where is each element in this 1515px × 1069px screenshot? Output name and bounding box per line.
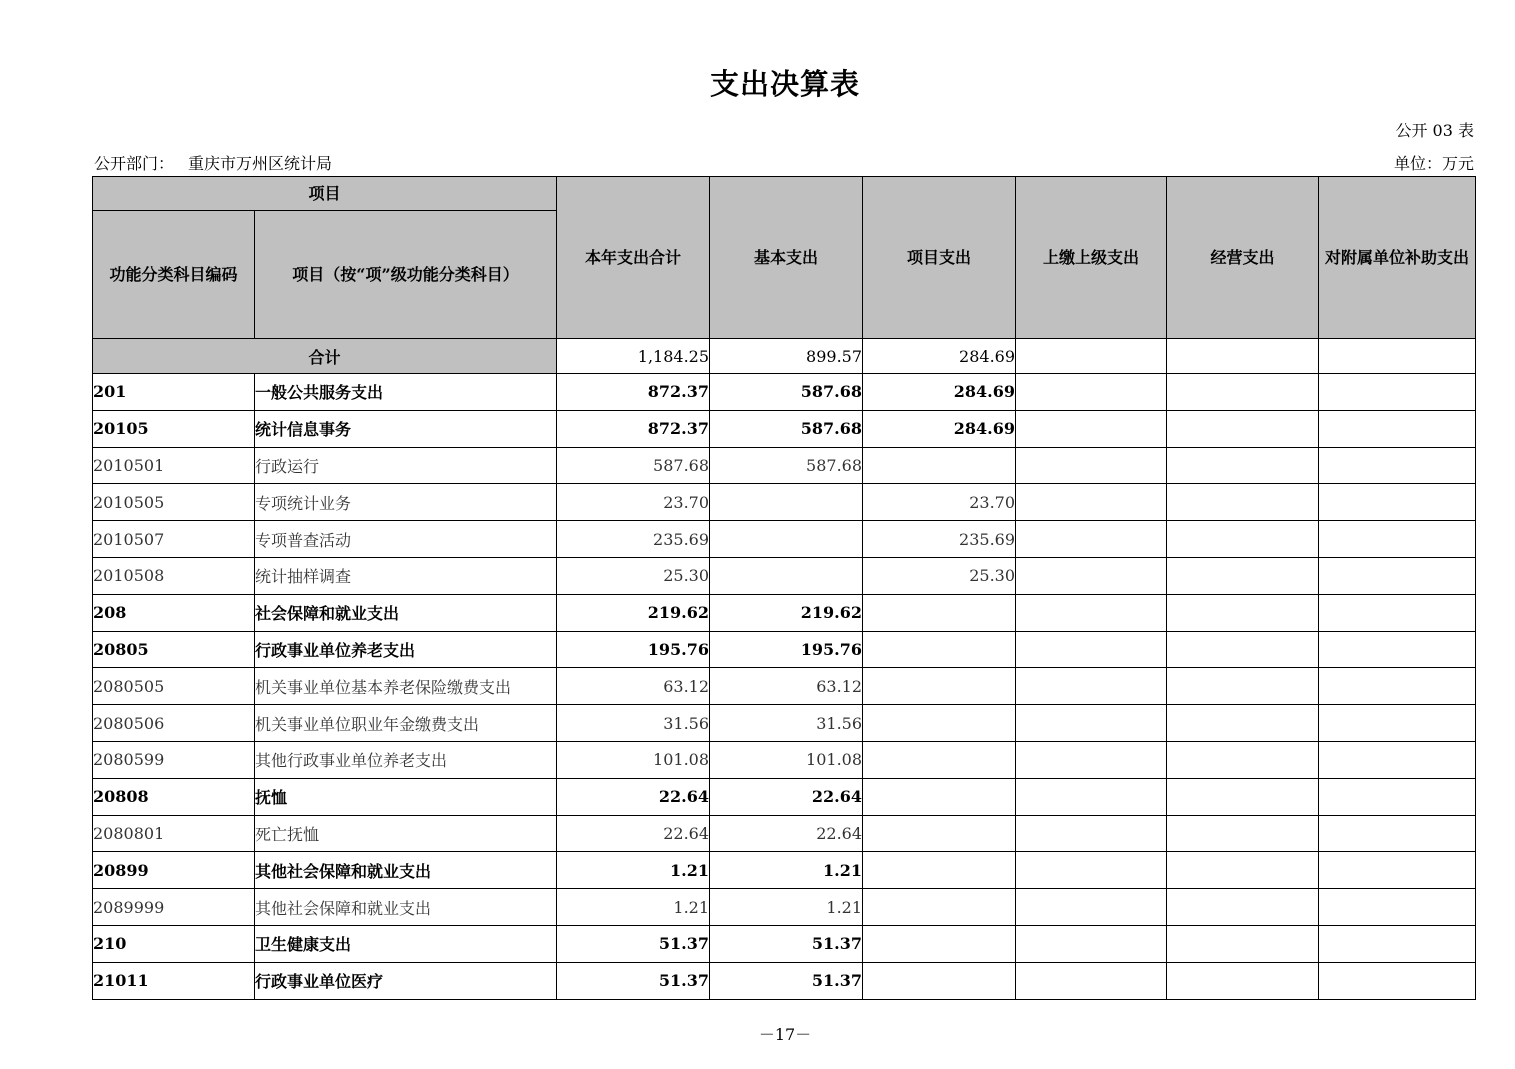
row-total: 63.12 [557, 668, 710, 705]
row-project: 284.69 [863, 374, 1016, 411]
row-project [863, 447, 1016, 484]
row-name: 统计抽样调查 [255, 557, 557, 594]
row-code: 2080505 [93, 668, 255, 705]
table-row [93, 374, 1476, 411]
table-row [93, 815, 1476, 852]
row-business [1167, 778, 1319, 815]
row-business [1167, 410, 1319, 447]
row-project [863, 594, 1016, 631]
row-superior [1016, 484, 1167, 521]
row-basic: 31.56 [710, 705, 863, 742]
row-project [863, 815, 1016, 852]
row-basic: 51.37 [710, 925, 863, 962]
row-total: 219.62 [557, 594, 710, 631]
row-subsidy [1319, 668, 1476, 705]
row-project [863, 668, 1016, 705]
table-row [93, 410, 1476, 447]
row-superior [1016, 778, 1167, 815]
row-basic: 587.68 [710, 447, 863, 484]
table-row [93, 631, 1476, 668]
table-row [93, 668, 1476, 705]
row-subsidy [1319, 410, 1476, 447]
table-row [93, 521, 1476, 558]
row-code: 20805 [93, 631, 255, 668]
total-superior [1016, 339, 1167, 374]
row-basic [710, 557, 863, 594]
row-name: 专项统计业务 [255, 484, 557, 521]
row-subsidy [1319, 852, 1476, 889]
row-name: 一般公共服务支出 [255, 374, 557, 411]
table-row [93, 594, 1476, 631]
row-name: 机关事业单位基本养老保险缴费支出 [255, 668, 557, 705]
department-line [94, 151, 332, 174]
row-project: 23.70 [863, 484, 1016, 521]
row-business [1167, 447, 1319, 484]
row-subsidy [1319, 815, 1476, 852]
page-number: －17－ [758, 1025, 812, 1044]
row-code: 21011 [93, 962, 255, 999]
row-basic: 22.64 [710, 815, 863, 852]
department-label: 公开部门： [94, 154, 175, 173]
row-basic: 195.76 [710, 631, 863, 668]
row-name: 统计信息事务 [255, 410, 557, 447]
row-code: 2080599 [93, 741, 255, 778]
row-business [1167, 521, 1319, 558]
row-total: 587.68 [557, 447, 710, 484]
unit-label: 单位：万元 [1393, 154, 1474, 173]
row-total: 23.70 [557, 484, 710, 521]
row-business [1167, 594, 1319, 631]
row-code: 2089999 [93, 889, 255, 926]
row-business [1167, 668, 1319, 705]
row-business [1167, 705, 1319, 742]
page-title: 支出决算表 [709, 67, 860, 101]
row-business [1167, 557, 1319, 594]
table-row [93, 852, 1476, 889]
header-basic: 基本支出 [710, 177, 863, 339]
table-row [93, 778, 1476, 815]
row-total: 22.64 [557, 815, 710, 852]
row-subsidy [1319, 557, 1476, 594]
header-item: 项目 [93, 177, 557, 211]
row-total: 1.21 [557, 852, 710, 889]
row-business [1167, 925, 1319, 962]
row-subsidy [1319, 447, 1476, 484]
row-subsidy [1319, 741, 1476, 778]
row-code: 2010501 [93, 447, 255, 484]
total-subsidy [1319, 339, 1476, 374]
row-total: 25.30 [557, 557, 710, 594]
row-project: 25.30 [863, 557, 1016, 594]
row-code: 2080506 [93, 705, 255, 742]
row-superior [1016, 521, 1167, 558]
row-business [1167, 815, 1319, 852]
table-row [93, 889, 1476, 926]
header-subsidy: 对附属单位补助支出 [1319, 177, 1476, 339]
row-basic [710, 484, 863, 521]
row-name: 行政事业单位医疗 [255, 962, 557, 999]
row-subsidy [1319, 889, 1476, 926]
row-project [863, 705, 1016, 742]
row-code: 20808 [93, 778, 255, 815]
row-business [1167, 962, 1319, 999]
row-code: 2080801 [93, 815, 255, 852]
row-basic: 63.12 [710, 668, 863, 705]
row-total: 235.69 [557, 521, 710, 558]
row-basic: 1.21 [710, 889, 863, 926]
header-code: 功能分类科目编码 [93, 211, 255, 339]
row-name: 其他行政事业单位养老支出 [255, 741, 557, 778]
row-code: 20899 [93, 852, 255, 889]
department-name: 重庆市万州区统计局 [188, 154, 333, 173]
row-basic: 101.08 [710, 741, 863, 778]
row-basic: 22.64 [710, 778, 863, 815]
header-superior: 上缴上级支出 [1016, 177, 1167, 339]
row-superior [1016, 705, 1167, 742]
row-basic: 219.62 [710, 594, 863, 631]
row-project: 284.69 [863, 410, 1016, 447]
total-label: 合计 [93, 339, 557, 374]
row-project [863, 962, 1016, 999]
total-basic: 899.57 [710, 339, 863, 374]
table-number: 公开 03 表 [1395, 121, 1474, 140]
row-name: 机关事业单位职业年金缴费支出 [255, 705, 557, 742]
row-superior [1016, 410, 1167, 447]
row-business [1167, 852, 1319, 889]
row-total: 872.37 [557, 410, 710, 447]
row-superior [1016, 815, 1167, 852]
table-row [93, 484, 1476, 521]
row-name: 专项普查活动 [255, 521, 557, 558]
row-code: 210 [93, 925, 255, 962]
row-total: 22.64 [557, 778, 710, 815]
row-code: 2010508 [93, 557, 255, 594]
row-project [863, 778, 1016, 815]
row-basic: 1.21 [710, 852, 863, 889]
row-total: 1.21 [557, 889, 710, 926]
row-business [1167, 484, 1319, 521]
table-row [93, 741, 1476, 778]
row-subsidy [1319, 705, 1476, 742]
row-project [863, 852, 1016, 889]
row-superior [1016, 447, 1167, 484]
row-name: 其他社会保障和就业支出 [255, 889, 557, 926]
row-superior [1016, 925, 1167, 962]
table-row [93, 447, 1476, 484]
table-row [93, 557, 1476, 594]
table-row [93, 925, 1476, 962]
row-business [1167, 741, 1319, 778]
row-subsidy [1319, 484, 1476, 521]
row-total: 51.37 [557, 962, 710, 999]
row-code: 201 [93, 374, 255, 411]
row-name: 卫生健康支出 [255, 925, 557, 962]
row-superior [1016, 741, 1167, 778]
row-superior [1016, 557, 1167, 594]
row-name: 行政事业单位养老支出 [255, 631, 557, 668]
row-name: 行政运行 [255, 447, 557, 484]
row-name: 死亡抚恤 [255, 815, 557, 852]
row-project: 235.69 [863, 521, 1016, 558]
table-row [93, 705, 1476, 742]
row-subsidy [1319, 594, 1476, 631]
row-superior [1016, 374, 1167, 411]
header-business: 经营支出 [1167, 177, 1319, 339]
row-business [1167, 889, 1319, 926]
row-code: 20105 [93, 410, 255, 447]
row-project [863, 631, 1016, 668]
row-superior [1016, 668, 1167, 705]
row-total: 101.08 [557, 741, 710, 778]
row-total: 872.37 [557, 374, 710, 411]
row-code: 2010507 [93, 521, 255, 558]
row-superior [1016, 852, 1167, 889]
total-amount: 1,184.25 [557, 339, 710, 374]
row-code: 2010505 [93, 484, 255, 521]
row-code: 208 [93, 594, 255, 631]
row-basic [710, 521, 863, 558]
header-project: 项目支出 [863, 177, 1016, 339]
row-total: 51.37 [557, 925, 710, 962]
row-subsidy [1319, 962, 1476, 999]
row-project [863, 741, 1016, 778]
row-total: 195.76 [557, 631, 710, 668]
header-total: 本年支出合计 [557, 177, 710, 339]
row-superior [1016, 889, 1167, 926]
row-subsidy [1319, 631, 1476, 668]
row-subsidy [1319, 778, 1476, 815]
row-name: 抚恤 [255, 778, 557, 815]
row-project [863, 925, 1016, 962]
row-name: 社会保障和就业支出 [255, 594, 557, 631]
total-project: 284.69 [863, 339, 1016, 374]
table-row [93, 962, 1476, 999]
row-superior [1016, 631, 1167, 668]
row-subsidy [1319, 925, 1476, 962]
row-name: 其他社会保障和就业支出 [255, 852, 557, 889]
row-basic: 587.68 [710, 410, 863, 447]
row-total: 31.56 [557, 705, 710, 742]
row-business [1167, 631, 1319, 668]
row-subsidy [1319, 521, 1476, 558]
row-basic: 587.68 [710, 374, 863, 411]
row-superior [1016, 962, 1167, 999]
row-business [1167, 374, 1319, 411]
row-superior [1016, 594, 1167, 631]
row-subsidy [1319, 374, 1476, 411]
row-basic: 51.37 [710, 962, 863, 999]
header-name: 项目（按“项”级功能分类科目） [255, 211, 557, 339]
expenditure-table [92, 176, 1476, 1000]
total-business [1167, 339, 1319, 374]
total-row [93, 339, 1476, 374]
row-project [863, 889, 1016, 926]
